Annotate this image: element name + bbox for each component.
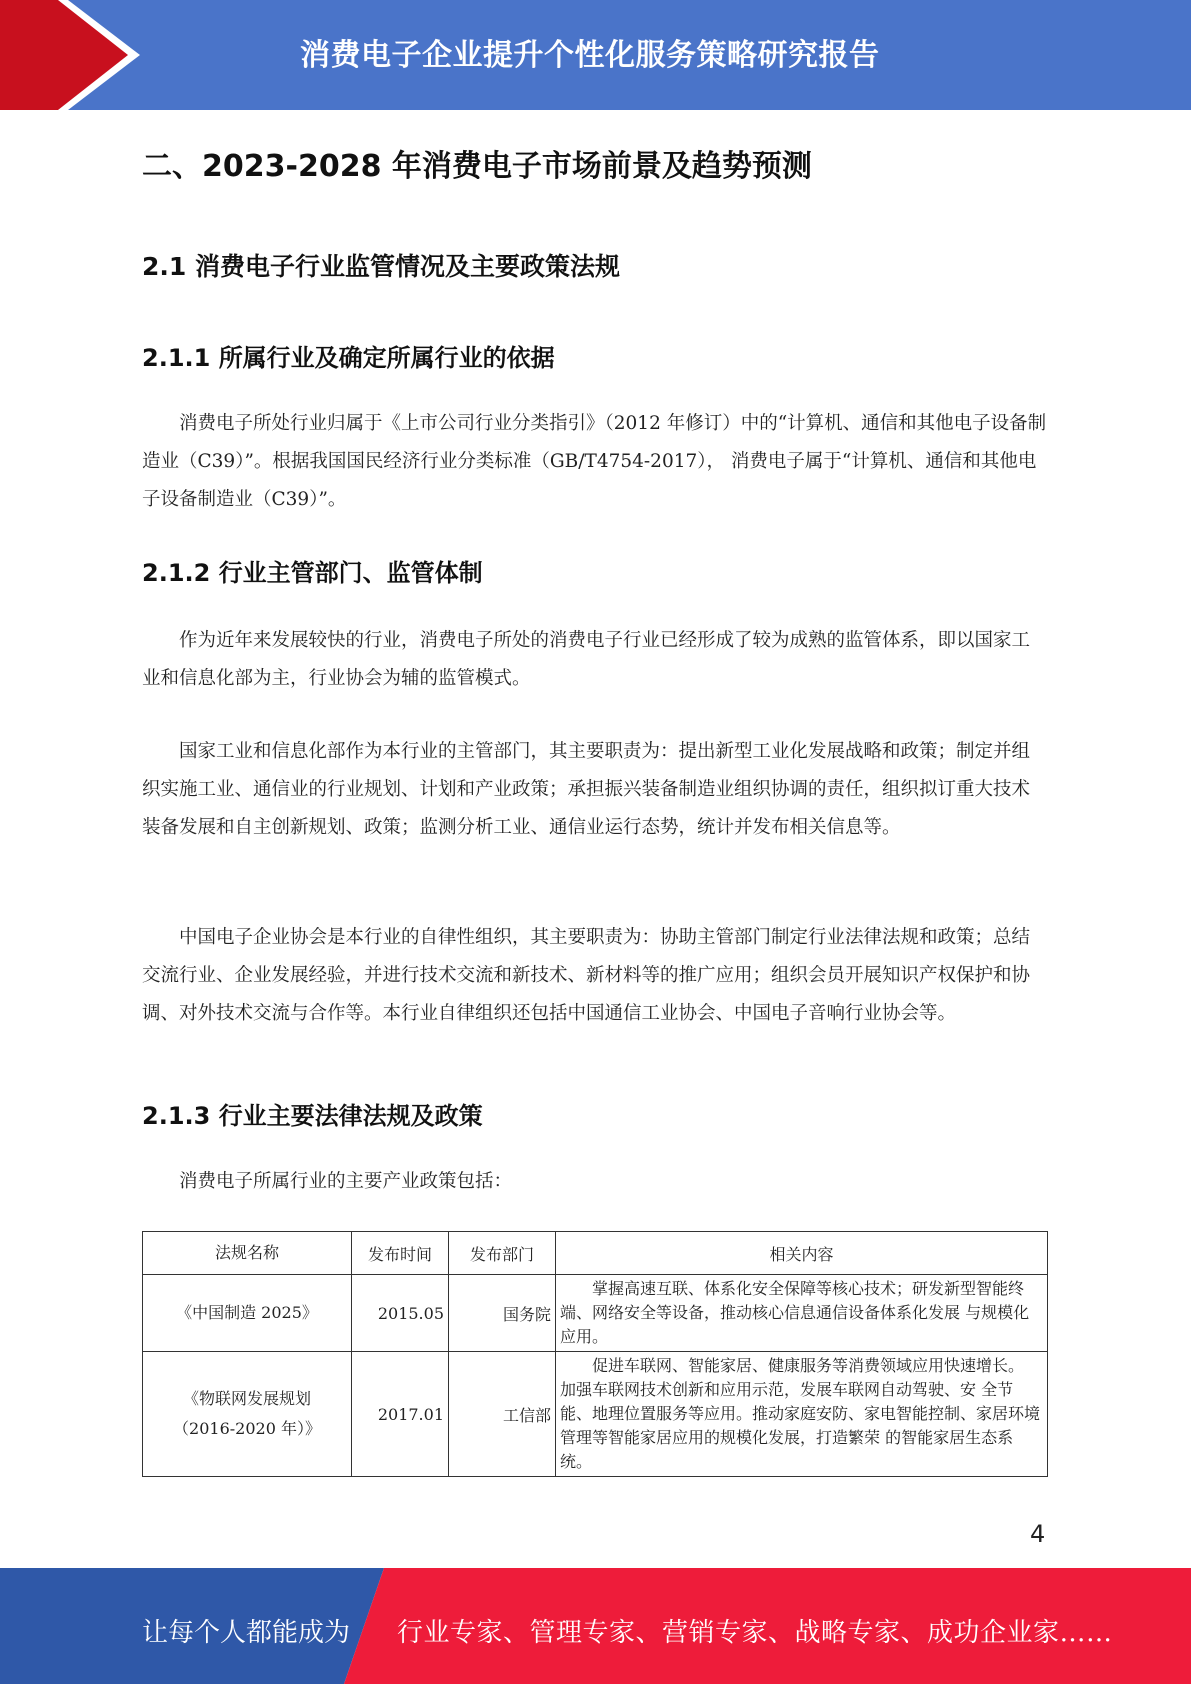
page-header [0, 0, 1191, 110]
report-title: 消费电子企业提升个性化服务策略研究报告 [300, 38, 880, 73]
table-row [143, 1275, 1048, 1352]
paragraph-industry-classification: 消费电子所处行业归属于《上市公司行业分类指引》（2012 年修订）中的“计算机、通信和其他电子设备制造业（C39）”。根据我国国民经济行业分类标准（GB/T4754-2017）， 消费电子属于“计算机、通信和其他电子设备制造业（C39）”。 [142, 413, 1047, 510]
page-footer [0, 1568, 1191, 1684]
chapter-heading: 二、2023-2028 年消费电子市场前景及趋势预测 [142, 149, 812, 184]
table-header-row [143, 1232, 1048, 1275]
section-heading-2-1: 2.1 消费电子行业监管情况及主要政策法规 [142, 252, 620, 281]
footer-slogan-right: 行业专家、管理专家、营销专家、战略专家、成功企业家…… [397, 1618, 1113, 1648]
table-cell-date: 2017.01 [352, 1352, 449, 1477]
table-cell-content: 掌握高速互联、体系化安全保障等核心技术；研发新型智能终端、网络安全等设备，推动核心信息通信设备体系化发展 与规模化应用。 [556, 1275, 1048, 1352]
section-heading-2-1-3: 2.1.3 行业主要法律法规及政策 [142, 1102, 483, 1130]
table-cell-name [143, 1352, 352, 1477]
table-cell-name-line: 《物联网发展规划 [182, 1389, 311, 1408]
paragraph-regulatory-system: 作为近年来发展较快的行业，消费电子所处的消费电子行业已经形成了较为成熟的监管体系，即以国家工业和信息化部为主，行业协会为辅的监管模式。 [142, 630, 1031, 689]
table-header-date: 发布时间 [352, 1232, 449, 1275]
section-heading-2-1-1: 2.1.1 所属行业及确定所属行业的依据 [142, 344, 555, 372]
policy-table [142, 1231, 1048, 1477]
paragraph-policy-intro: 消费电子所属行业的主要产业政策包括： [179, 1171, 513, 1192]
table-row [143, 1352, 1048, 1477]
table-cell-dept: 国务院 [449, 1275, 556, 1352]
table-header-dept: 发布部门 [449, 1232, 556, 1275]
table-header-name: 法规名称 [143, 1232, 352, 1275]
table-cell-date: 2015.05 [352, 1275, 449, 1352]
table-cell-content: 促进车联网、智能家居、健康服务等消费领域应用快速增长。 加强车联网技术创新和应用示范，发展车联网自动驾驶、安 全节能、地理位置服务等应用。推动家庭安防、家电智能控制、家居环境管理等智能家居应用的规模化发展，打造繁荣 的智能家居生态系统。 [556, 1352, 1048, 1477]
table-header-content: 相关内容 [556, 1232, 1048, 1275]
table-cell-name: 《中国制造 2025》 [143, 1275, 352, 1352]
paragraph-association-duties: 中国电子企业协会是本行业的自律性组织，其主要职责为：协助主管部门制定行业法律法规和政策；总结交流行业、企业发展经验，并进行技术交流和新技术、新材料等的推广应用；组织会员开展知识产权保护和协调、对外技术交流与合作等。本行业自律组织还包括中国通信工业协会、中国电子音响行业协会等。 [142, 927, 1031, 1024]
page-content [142, 135, 1048, 1471]
page-number: 4 [1030, 1520, 1046, 1548]
section-heading-2-1-2: 2.1.2 行业主管部门、监管体制 [142, 559, 483, 587]
table-cell-dept: 工信部 [449, 1352, 556, 1477]
footer-slogan-left: 让每个人都能成为 [142, 1618, 351, 1648]
paragraph-miit-duties: 国家工业和信息化部作为本行业的主管部门，其主要职责为：提出新型工业化发展战略和政策；制定并组织实施工业、通信业的行业规划、计划和产业政策；承担振兴装备制造业组织协调的责任，组织拟订重大技术装备发展和自主创新规划、政策；监测分析工业、通信业运行态势，统计并发布相关信息等。 [142, 741, 1031, 838]
table-cell-name-line: （2016-2020 年）》 [173, 1419, 321, 1438]
